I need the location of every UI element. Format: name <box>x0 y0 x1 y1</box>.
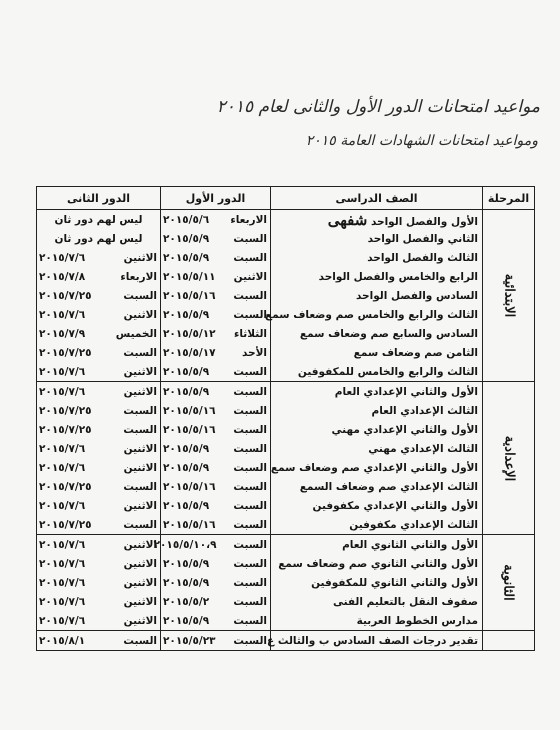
first-round-day: السبت <box>217 611 271 631</box>
second-round-date: ٢٠١٥/٧/٦ <box>37 305 101 324</box>
second-round-day: السبت <box>101 515 161 535</box>
grade-note: شفهى <box>327 210 368 229</box>
header-row <box>37 187 535 210</box>
table-body <box>37 210 535 651</box>
second-round-date: ٢٠١٥/٧/٢٥ <box>37 515 101 535</box>
grade-label: الثالث والرابع والخامس صم وضعاف سمع <box>265 308 479 321</box>
second-round-date: ٢٠١٥/٧/٢٥ <box>37 286 101 305</box>
first-round-day: الاثنين <box>233 270 268 283</box>
grade-label: الأول والثاني الإعدادي مكفوفين <box>312 499 479 512</box>
second-round-date: ٢٠١٥/٧/٦ <box>37 496 101 515</box>
first-round-date: ٢٠١٥/٥/٩ <box>161 382 217 402</box>
table-row <box>37 535 535 555</box>
stage-label: الابتدائية <box>501 273 517 318</box>
header-second-round: الدور الثانى <box>37 187 161 210</box>
first-round-date: ٢٠١٥/٥/٩ <box>161 458 217 477</box>
table-row <box>37 267 535 286</box>
first-round-date: ٢٠١٥/٥/٩ <box>161 611 217 631</box>
first-round-date: ٢٠١٥/٥/٩ <box>161 496 217 515</box>
first-round-date: ٢٠١٥/٥/٦ <box>161 210 217 230</box>
stage-label: الإعدادية <box>501 435 517 481</box>
first-round-date: ٢٠١٥/٥/٩ <box>161 305 217 324</box>
table-row <box>37 439 535 458</box>
grade-label: الأول والثاني الإعدادي العام <box>334 385 479 398</box>
second-round-day: السبت <box>123 346 158 359</box>
table-row <box>37 458 535 477</box>
first-round-day: الثلاثاء <box>233 327 268 340</box>
grade-label: الثالث الإعدادي صم وضعاف السمع <box>299 480 479 493</box>
table-row <box>37 286 535 305</box>
grade-cell <box>271 477 483 496</box>
grade-cell <box>271 248 483 267</box>
first-round-date: ٢٠١٥/٥/٩ <box>161 229 217 248</box>
second-round-date: ٢٠١٥/٧/٦ <box>37 611 101 631</box>
first-round-day: السبت <box>217 362 271 382</box>
table-row <box>37 305 535 324</box>
header-stage: المرحلة <box>483 187 535 210</box>
second-round-day: السبت <box>123 480 158 493</box>
second-round-day: الاثنين <box>123 308 158 321</box>
table-row <box>37 515 535 535</box>
grade-label: الثالث والفصل الواحد <box>367 251 479 264</box>
first-round-day: السبت <box>233 576 268 589</box>
grade-label: السادس والفصل الواحد <box>355 289 479 302</box>
grade-cell: تقدير درجات الصف السادس ب والثالث ع <box>271 631 483 651</box>
first-round-date: ٢٠١٥/٥/١١ <box>161 267 217 286</box>
first-round-day: السبت <box>233 308 268 321</box>
grade-cell <box>271 343 483 362</box>
grade-label: صفوف النقل بالتعليم الفنى <box>332 595 479 608</box>
grade-label: الرابع والخامس والفصل الواحد <box>318 270 479 283</box>
table-row <box>37 210 535 230</box>
second-round-day: الاثنين <box>123 595 158 608</box>
second-round-day: الخميس <box>115 327 158 340</box>
first-round-day: السبت <box>233 251 268 264</box>
second-round-day: الاربعاء <box>120 270 158 283</box>
second-round-day: السبت <box>101 631 161 651</box>
exam-schedule-table <box>36 186 535 651</box>
grade-label: الأول والثاني الثانوي للمكفوفين <box>311 576 479 589</box>
stage-cell <box>483 210 535 382</box>
stage-cell-empty <box>483 631 535 651</box>
table-row <box>37 573 535 592</box>
grade-cell <box>265 305 483 324</box>
grade-label: الثاني والفصل الواحد <box>367 232 479 245</box>
second-round-date: ٢٠١٥/٧/٦ <box>37 535 101 555</box>
first-round-day: السبت <box>233 404 268 417</box>
first-round-date: ٢٠١٥/٥/١٦ <box>161 401 217 420</box>
first-round-day: الأحد <box>241 346 268 359</box>
header-grade: الصف الدراسى <box>271 187 483 210</box>
first-round-date: ٢٠١٥/٥/١٠،٩ <box>161 535 217 555</box>
first-round-day: الاربعاء <box>230 213 268 226</box>
grade-label: مدارس الخطوط العربية <box>356 614 479 627</box>
table-row <box>37 382 535 402</box>
grade-cell <box>271 592 483 611</box>
second-round-date: ٢٠١٥/٧/٦ <box>37 248 101 267</box>
table-row <box>37 592 535 611</box>
grade-cell <box>271 496 483 515</box>
first-round-date: ٢٠١٥/٥/١٦ <box>161 515 217 535</box>
second-round-date: ٢٠١٥/٧/٢٥ <box>37 343 101 362</box>
second-round-day: الاثنين <box>123 461 158 474</box>
second-round-day: السبت <box>123 423 158 436</box>
first-round-date: ٢٠١٥/٥/١٦ <box>161 420 217 439</box>
table-row <box>37 401 535 420</box>
table-row <box>37 248 535 267</box>
grade-label: الأول والثاني الإعدادي مهني <box>331 423 479 436</box>
grade-label: الثامن صم وضعاف سمع <box>353 346 479 359</box>
document-subtitle: ومواعيد امتحانات الشهادات العامة ٢٠١٥ <box>305 133 538 149</box>
grade-label: الثالث والرابع والخامس للمكفوفين <box>297 365 479 378</box>
grade-cell <box>271 401 483 420</box>
second-round-day: الاثنين <box>101 611 161 631</box>
grade-label: الأول والفصل الواحد <box>370 215 479 228</box>
grade-cell <box>271 420 483 439</box>
first-round-day: السبت <box>233 461 268 474</box>
first-round-day: السبت <box>233 423 268 436</box>
header-first-round: الدور الأول <box>161 187 271 210</box>
second-round-date: ٢٠١٥/٨/١ <box>37 631 101 651</box>
grade-label: الثالث الإعدادي العام <box>371 404 479 417</box>
grade-cell <box>271 229 483 248</box>
first-round-date: ٢٠١٥/٥/٢٣ <box>161 631 217 651</box>
second-round-day: الاثنين <box>123 251 158 264</box>
second-round-date: ٢٠١٥/٧/٢٥ <box>37 401 101 420</box>
first-round-day: السبت <box>233 595 268 608</box>
grade-cell <box>271 362 483 382</box>
second-round-date: ٢٠١٥/٧/٦ <box>37 439 101 458</box>
first-round-day: السبت <box>233 289 268 302</box>
table-row-footer <box>37 631 535 651</box>
first-round-date: ٢٠١٥/٥/١٢ <box>161 324 217 343</box>
second-round-date: ٢٠١٥/٧/٦ <box>37 573 101 592</box>
first-round-day: السبت <box>233 232 268 245</box>
second-round-date: ٢٠١٥/٧/٩ <box>37 324 101 343</box>
grade-label: الثالث الإعدادي مكفوفين <box>349 518 479 531</box>
table-row <box>37 229 535 248</box>
first-round-day: السبت <box>217 631 271 651</box>
table-row <box>37 362 535 382</box>
stage-cell <box>483 382 535 535</box>
first-round-day: السبت <box>233 538 268 551</box>
second-round-day: الاثنين <box>123 538 158 551</box>
first-round-date: ٢٠١٥/٥/٩ <box>161 248 217 267</box>
grade-label: الثالث الإعدادي مهني <box>368 442 479 455</box>
second-round-date: ٢٠١٥/٧/٢٥ <box>37 420 101 439</box>
table-row <box>37 324 535 343</box>
grade-cell <box>271 286 483 305</box>
grade-cell <box>271 535 483 555</box>
first-round-day: السبت <box>233 499 268 512</box>
second-round-none: ليس لهم دور ثان <box>37 229 161 248</box>
second-round-day: السبت <box>123 289 158 302</box>
grade-cell <box>271 554 483 573</box>
second-round-date: ٢٠١٥/٧/٦ <box>37 458 101 477</box>
grade-cell <box>271 267 483 286</box>
first-round-date: ٢٠١٥/٥/٢ <box>161 592 217 611</box>
first-round-date: ٢٠١٥/٥/٩ <box>161 573 217 592</box>
second-round-day: الاثنين <box>123 385 158 398</box>
second-round-day: الاثنين <box>123 499 158 512</box>
table-row <box>37 611 535 631</box>
first-round-day: السبت <box>217 515 271 535</box>
second-round-day: الاثنين <box>123 557 158 570</box>
second-round-day: الاثنين <box>101 362 161 382</box>
table-row <box>37 554 535 573</box>
grade-cell <box>271 458 483 477</box>
first-round-day: السبت <box>233 385 268 398</box>
table-row <box>37 420 535 439</box>
first-round-date: ٢٠١٥/٥/٩ <box>161 439 217 458</box>
grade-label: الأول والثاني الثانوي صم وضعاف سمع <box>278 557 479 570</box>
first-round-day: السبت <box>233 480 268 493</box>
document-title: مواعيد امتحانات الدور الأول والثانى لعام ٢٠١٥ <box>216 97 540 117</box>
second-round-date: ٢٠١٥/٧/٨ <box>37 267 101 286</box>
stage-cell <box>483 535 535 631</box>
grade-label: السادس والسابع صم وضعاف سمع <box>299 327 479 340</box>
grade-label: الأول والثاني الإعدادي صم وضعاف سمع <box>270 461 479 474</box>
grade-cell <box>271 382 483 402</box>
second-round-date: ٢٠١٥/٧/٦ <box>37 382 101 402</box>
table-row <box>37 477 535 496</box>
grade-cell <box>271 439 483 458</box>
second-round-date: ٢٠١٥/٧/٦ <box>37 554 101 573</box>
grade-cell <box>271 324 483 343</box>
first-round-date: ٢٠١٥/٥/١٧ <box>161 343 217 362</box>
first-round-day: السبت <box>233 442 268 455</box>
table-row <box>37 496 535 515</box>
first-round-date: ٢٠١٥/٥/٩ <box>161 362 217 382</box>
second-round-date: ٢٠١٥/٧/٦ <box>37 592 101 611</box>
grade-cell <box>271 210 483 230</box>
grade-cell <box>271 573 483 592</box>
second-round-date: ٢٠١٥/٧/٢٥ <box>37 477 101 496</box>
second-round-date: ٢٠١٥/٧/٦ <box>37 362 101 382</box>
first-round-date: ٢٠١٥/٥/١٦ <box>161 286 217 305</box>
first-round-day: السبت <box>233 557 268 570</box>
table-row <box>37 343 535 362</box>
second-round-day: الاثنين <box>123 442 158 455</box>
grade-cell <box>271 515 483 535</box>
second-round-day: السبت <box>123 404 158 417</box>
first-round-date: ٢٠١٥/٥/١٦ <box>161 477 217 496</box>
grade-cell <box>271 611 483 631</box>
first-round-date: ٢٠١٥/٥/٩ <box>161 554 217 573</box>
grade-label: الأول والثاني الثانوي العام <box>342 538 479 551</box>
stage-label: الثانوية <box>501 564 517 601</box>
second-round-none: ليس لهم دور ثان <box>37 210 161 230</box>
second-round-day: الاثنين <box>123 576 158 589</box>
